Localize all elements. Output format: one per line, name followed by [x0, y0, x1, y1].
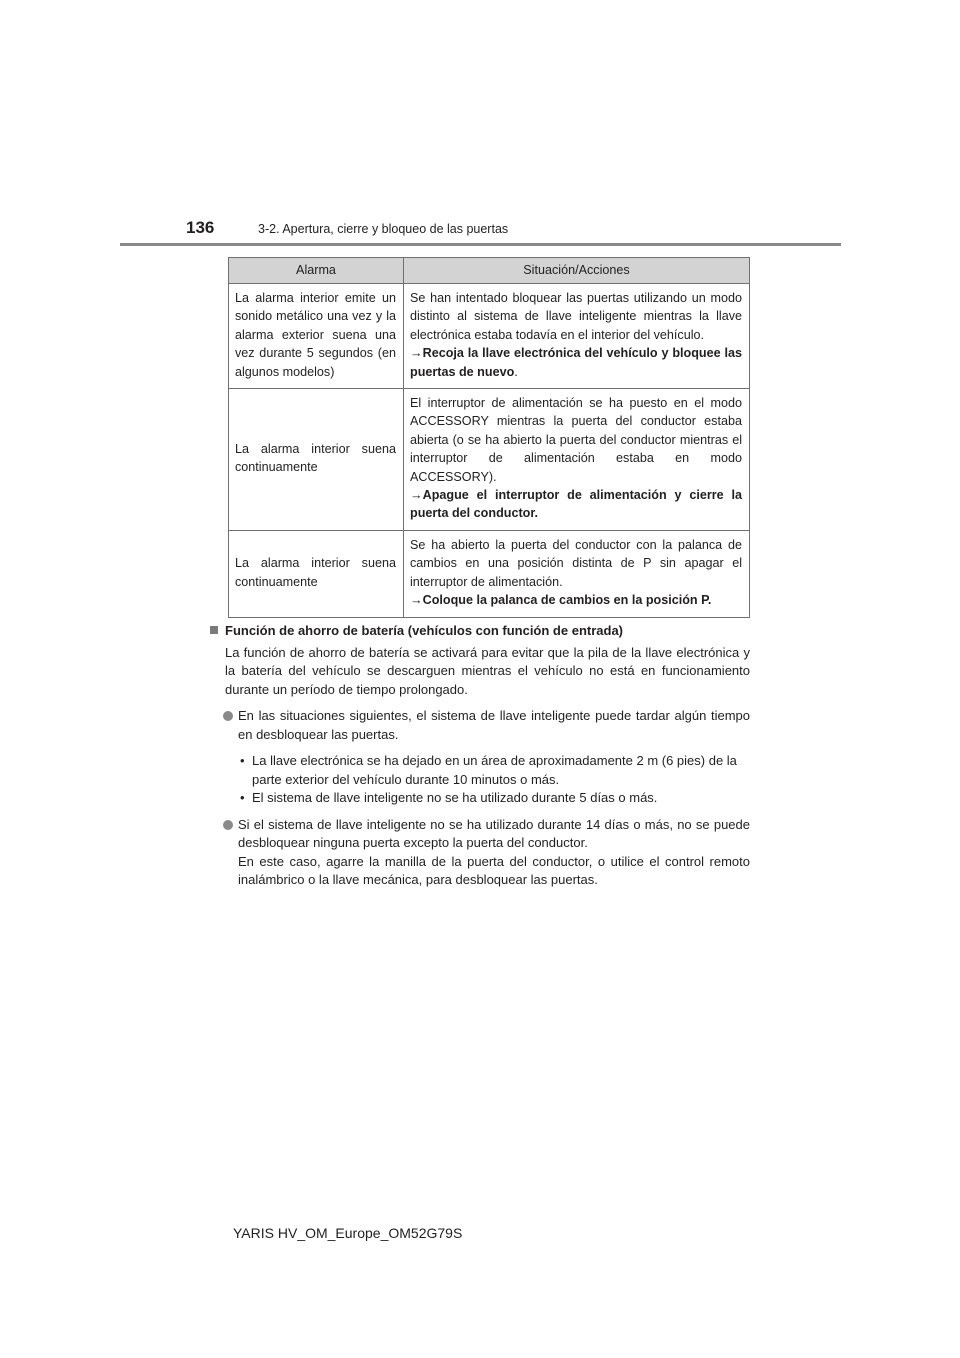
- list-item: [210, 707, 750, 744]
- column-header-alarm: Alarma: [229, 258, 404, 284]
- table-row: [229, 389, 750, 531]
- list-item-text: Si el sistema de llave inteligente no se ha utilizado durante 14 días o más, no se puede desbloquear ninguna puerta excepto la puerta del conductor.: [238, 816, 750, 850]
- sub-list-item-text: El sistema de llave inteligente no se ha utilizado durante 5 días o más.: [252, 790, 658, 805]
- section-heading: [210, 622, 750, 641]
- situation-cell: [404, 284, 750, 389]
- sub-list-item-text: La llave electrónica se ha dejado en un área de aproximadamente 2 m (6 pies) de la parte exterior del vehículo durante 10 minutos o más.: [252, 753, 737, 787]
- section-header: 3-2. Apertura, cierre y bloqueo de las puertas: [258, 222, 509, 236]
- section-intro: La función de ahorro de batería se activará para evitar que la pila de la llave electrónica y la batería del vehículo se descarguen mientras el vehículo no está en funcionamiento durante un período de tiempo prolongado.: [225, 644, 750, 697]
- table-row: [229, 530, 750, 617]
- action-text: Apague el interruptor de alimentación y cierre la puerta del conductor.: [410, 488, 742, 521]
- list-item-text-continued: En este caso, agarre la manilla de la puerta del conductor, o utilice el control remoto inalámbrico o la llave mecánica, para desbloquear las puertas.: [238, 853, 750, 887]
- table-header-row: [229, 258, 750, 284]
- alarm-cell: La alarma interior suena continuamente: [229, 389, 404, 531]
- circle-bullet-icon: [223, 820, 233, 830]
- square-bullet-icon: [210, 626, 218, 634]
- list-item: [210, 816, 750, 890]
- situation-cell: [404, 389, 750, 531]
- situation-text: Se han intentado bloquear las puertas utilizando un modo distinto al sistema de llave inteligente mientras la llave electrónica estaba todavía en el interior del vehículo.: [410, 291, 742, 342]
- situation-cell: [404, 530, 750, 617]
- document-id: YARIS HV_OM_Europe_OM52G79S: [233, 1225, 463, 1241]
- dot-bullet-icon: •: [240, 790, 245, 805]
- sub-list: [210, 752, 750, 808]
- arrow-icon: →: [410, 346, 423, 361]
- battery-saving-section: [210, 622, 750, 890]
- column-header-situation: Situación/Acciones: [404, 258, 750, 284]
- situation-text: Se ha abierto la puerta del conductor con la palanca de cambios en una posición distinta de P sin apagar el interruptor de alimentación.: [410, 537, 742, 589]
- action-text: Recoja la llave electrónica del vehículo y bloquee las puertas de nuevo: [410, 346, 742, 379]
- sub-list-item: [210, 752, 750, 789]
- alarm-table: [228, 257, 750, 618]
- circle-bullet-icon: [223, 711, 233, 721]
- section-heading-text: Función de ahorro de batería (vehículos con función de entrada): [225, 623, 623, 638]
- table-row: [229, 284, 750, 389]
- sub-list-item: [210, 789, 750, 808]
- list-item-text: En las situaciones siguientes, el sistema de llave inteligente puede tardar algún tiempo en desbloquear las puertas.: [238, 708, 750, 742]
- action-text: Coloque la palanca de cambios en la posición P.: [422, 593, 712, 608]
- page-number: 136: [186, 218, 215, 237]
- alarm-cell: La alarma interior suena continuamente: [229, 530, 404, 617]
- header-rule: [120, 243, 841, 246]
- situation-text: El interruptor de alimentación se ha puesto en el modo ACCESSORY mientras la puerta del conductor estaba abierta (o se ha abierto la puerta del conductor mientras el interruptor de alimentación estaba en modo ACCESSORY).: [410, 396, 742, 484]
- arrow-icon: →: [410, 488, 423, 503]
- arrow-icon: →: [410, 593, 423, 608]
- alarm-cell: La alarma interior emite un sonido metálico una vez y la alarma exterior suena una vez durante 5 segundos (en algunos modelos): [229, 284, 404, 389]
- action-suffix: .: [514, 364, 518, 379]
- dot-bullet-icon: •: [240, 753, 245, 768]
